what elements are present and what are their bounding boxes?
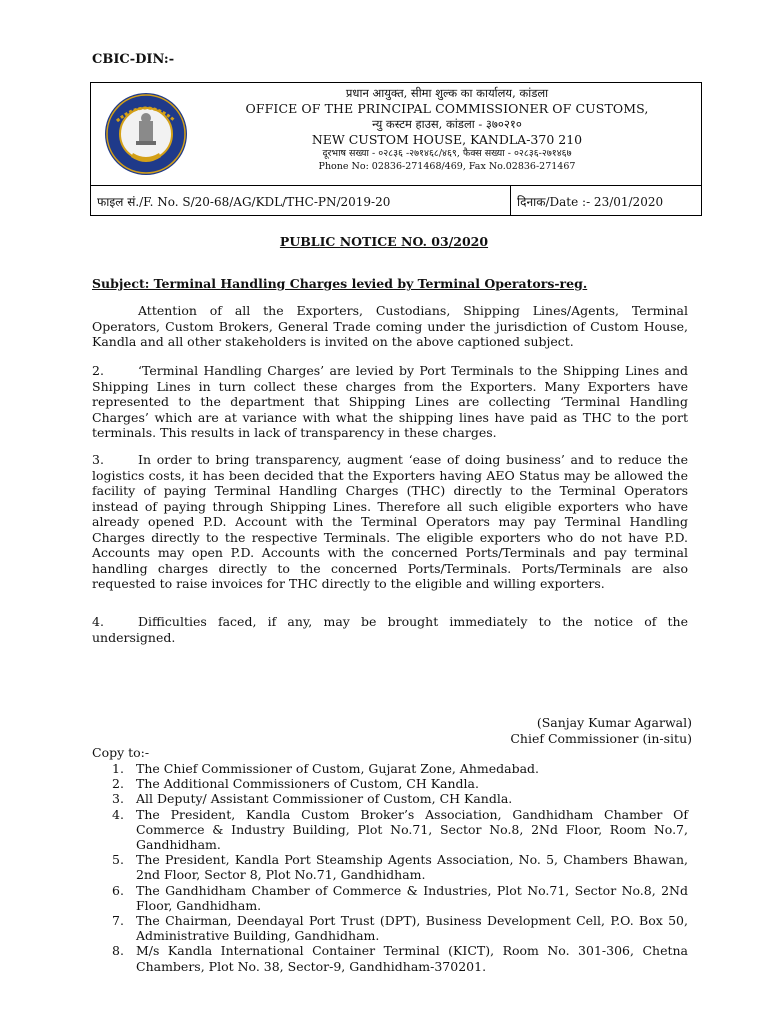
phone-hindi: दूरभाष सख्या - ०२८३६ -२७१४६८/४६९, फैक्स सख्या - ०२८३६-२७१४६७ bbox=[322, 148, 572, 160]
list-item-text: The Additional Commissioners of Custom, CH Kandla. bbox=[136, 776, 479, 792]
list-item bbox=[112, 883, 688, 913]
list-item bbox=[112, 913, 688, 943]
office-name: OFFICE OF THE PRINCIPAL COMMISSIONER OF CUSTOMS, bbox=[245, 100, 649, 116]
signature-block bbox=[510, 715, 692, 746]
list-item bbox=[112, 943, 688, 973]
file-number: फाइल सं./F. No. S/20-68/AG/KDL/THC-PN/2019-20 bbox=[91, 186, 511, 215]
paragraph-number: 2. bbox=[92, 363, 104, 378]
list-item bbox=[112, 776, 688, 791]
list-item-text: The Chairman, Deendayal Port Trust (DPT), Business Development Cell, P.O. Box 50, Administrative Building, Gandhidham. bbox=[136, 913, 688, 944]
list-item-text: The President, Kandla Custom Broker’s Association, Gandhidham Chamber Of Commerce & Industry Building, Plot No.71, Sector No.8, 2Nd Floor, Room No.7, Gandhidham. bbox=[136, 806, 688, 853]
paragraph-number: 3. bbox=[92, 452, 104, 467]
list-item bbox=[112, 852, 688, 882]
list-item-number: 6. bbox=[112, 882, 124, 898]
letterhead bbox=[90, 82, 702, 186]
list-item bbox=[112, 761, 688, 776]
address-hindi: न्यु कस्टम हाउस, कांडला - ३७०२१० bbox=[372, 117, 522, 132]
copy-to-list bbox=[112, 761, 688, 974]
list-item bbox=[112, 791, 688, 806]
paragraph-text: Difficulties faced, if any, may be brought immediately to the notice of the undersigned. bbox=[92, 614, 688, 645]
paragraph-4 bbox=[92, 614, 688, 645]
list-item-text: M/s Kandla International Container Terminal (KICT), Room No. 301-306, Chetna Chambers, Plot No. 38, Sector-9, Gandhidham-370201. bbox=[136, 943, 688, 974]
paragraph-1: Attention of all the Exporters, Custodians, Shipping Lines/Agents, Terminal Operators, Custom Brokers, General Trade coming under the jurisdiction of Custom House, Kandla and all other stakeholders is invited on the above captioned subject. bbox=[92, 303, 688, 349]
cbic-din-label: CBIC-DIN:- bbox=[92, 52, 175, 67]
list-item-number: 8. bbox=[112, 943, 124, 959]
list-item-number: 2. bbox=[112, 776, 124, 792]
paragraph-2 bbox=[92, 363, 688, 441]
list-item-number: 1. bbox=[112, 761, 124, 776]
paragraph-text: ‘Terminal Handling Charges’ are levied by Port Terminals to the Shipping Lines and Shipping Lines in turn collect these charges from the Exporters. Many Exporters have represented to the department that Shipping Lines are collecting ‘Terminal Handling Charges’ which are at variance with what the shipping lines have paid as THC to the port terminals. This results in lack of transparency in these charges. bbox=[92, 363, 688, 440]
paragraph-text: In order to bring transparency, augment ‘ease of doing business’ and to reduce the logistics costs, it has been decided that the Exporters having AEO Status may be allowed the facility of paying Terminal Handling Charges (THC) directly to the Terminal Operators instead of paying through Shipping Lines. Therefore all such eligible exporters who have already opened P.D. Account with the Terminal Operators may pay Terminal Handling Charges directly to the respective Terminals. The eligible exporters who do not have P.D. Accounts may open P.D. Accounts with the concerned Ports/Terminals and pay terminal handling charges directly to the concerned Ports/Terminals. Ports/Terminals are also requested to raise invoices for THC directly to the eligible and willing exporters. bbox=[92, 452, 688, 591]
list-item-number: 3. bbox=[112, 791, 124, 807]
copy-to-label: Copy to:- bbox=[92, 745, 150, 760]
list-item bbox=[112, 807, 688, 853]
signatory-designation: Chief Commissioner (in-situ) bbox=[510, 730, 692, 746]
phone: Phone No: 02836-271468/469, Fax No.02836-271467 bbox=[318, 160, 576, 172]
file-date-row bbox=[90, 186, 702, 216]
address: NEW CUSTOM HOUSE, KANDLA-370 210 bbox=[311, 132, 583, 148]
signatory-name: (Sanjay Kumar Agarwal) bbox=[536, 715, 692, 730]
list-item-number: 4. bbox=[112, 806, 124, 822]
list-item-text: The President, Kandla Port Steamship Agents Association, No. 5, Chambers Bhawan, 2nd Floor, Sector 8, Plot No.71, Gandhidham. bbox=[136, 852, 688, 883]
office-name-hindi: प्रधान आयुक्त, सीमा शुल्क का कार्यालय, कांडला bbox=[345, 86, 549, 100]
list-item-text: The Chief Commissioner of Custom, Gujarat Zone, Ahmedabad. bbox=[136, 761, 540, 776]
list-item-number: 7. bbox=[112, 913, 124, 929]
list-item-text: The Gandhidham Chamber of Commerce & Industries, Plot No.71, Sector No.8, 2Nd Floor, Gandhidham. bbox=[136, 882, 688, 913]
list-item-number: 5. bbox=[112, 852, 124, 868]
subject-line: Subject: Terminal Handling Charges levied by Terminal Operators-reg. bbox=[92, 276, 588, 291]
list-item-text: All Deputy/ Assistant Commissioner of Custom, CH Kandla. bbox=[136, 791, 513, 807]
notice-title: PUBLIC NOTICE NO. 03/2020 bbox=[279, 234, 489, 249]
paragraph-3 bbox=[92, 452, 688, 592]
cbic-emblem-icon bbox=[103, 91, 189, 177]
paragraph-number: 4. bbox=[92, 614, 104, 629]
notice-date: दिनाक/Date :- 23/01/2020 bbox=[517, 195, 664, 209]
